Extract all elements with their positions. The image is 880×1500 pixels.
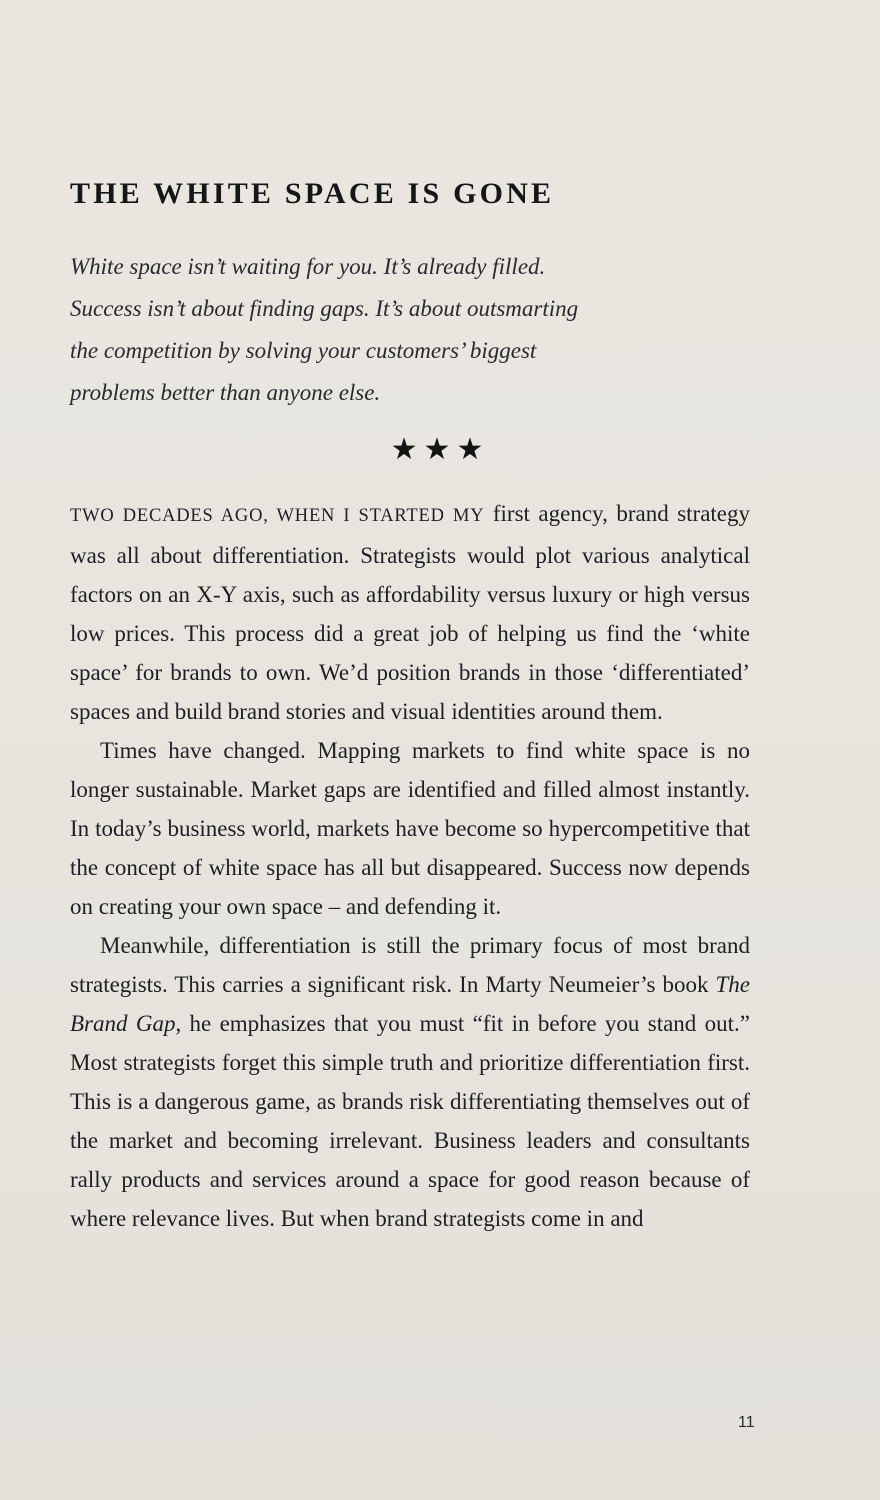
paragraph-1-text: first agency, brand strategy was all about differentiation. Strategists would plot various analytical factors on an X-Y axis, such as affordability versus luxury or high versus low prices. This process did a great job of helping us find the ‘white space’ for brands to own. We’d position brands in those ‘differentiated’ spaces and build brand stories and visual identities around them. xyxy=(70,501,750,724)
paragraph-3-text-after: , he emphasizes that you must “fit in before you stand out.” Most strategists forget this simple truth and prioritize differentiation first. This is a dangerous game, as brands risk differentiating themselves out of the market and becoming irrelevant. Business leaders and consultants rally products and services around a space for good reason because of where relevance lives. But when brand strategists come in and xyxy=(70,1011,750,1231)
epigraph-line: Success isn’t about finding gaps. It’s about outsmarting xyxy=(70,296,579,321)
paragraph-3-text-before: Meanwhile, differentiation is still the primary focus of most brand strategists. This carries a significant risk. In Marty Neumeier’s book xyxy=(70,933,750,997)
epigraph-line: White space isn’t waiting for you. It’s already filled. xyxy=(70,254,546,279)
opening-small-caps: TWO DECADES AGO, WHEN I STARTED MY xyxy=(70,506,485,526)
paragraph-1 xyxy=(70,494,750,731)
book-title: The Brand Gap xyxy=(70,972,750,1036)
epigraph xyxy=(70,246,710,414)
paragraph-2: Times have changed. Mapping markets to find white space is no longer sustainable. Market gaps are identified and filled almost instantly. In today’s business world, markets have become so hypercompetitive that the concept of white space has all but disappeared. Success now depends on creating your own space – and defending it. xyxy=(70,738,750,919)
paragraph-3 xyxy=(70,926,750,1238)
section-break-stars: ★★★ xyxy=(390,432,490,467)
epigraph-line: the competition by solving your customers’ biggest xyxy=(70,338,537,363)
page-number: 11 xyxy=(738,1414,755,1431)
chapter-heading: THE WHITE SPACE IS GONE xyxy=(70,177,555,210)
body-text xyxy=(70,494,750,1238)
epigraph-line: problems better than anyone else. xyxy=(70,380,381,405)
